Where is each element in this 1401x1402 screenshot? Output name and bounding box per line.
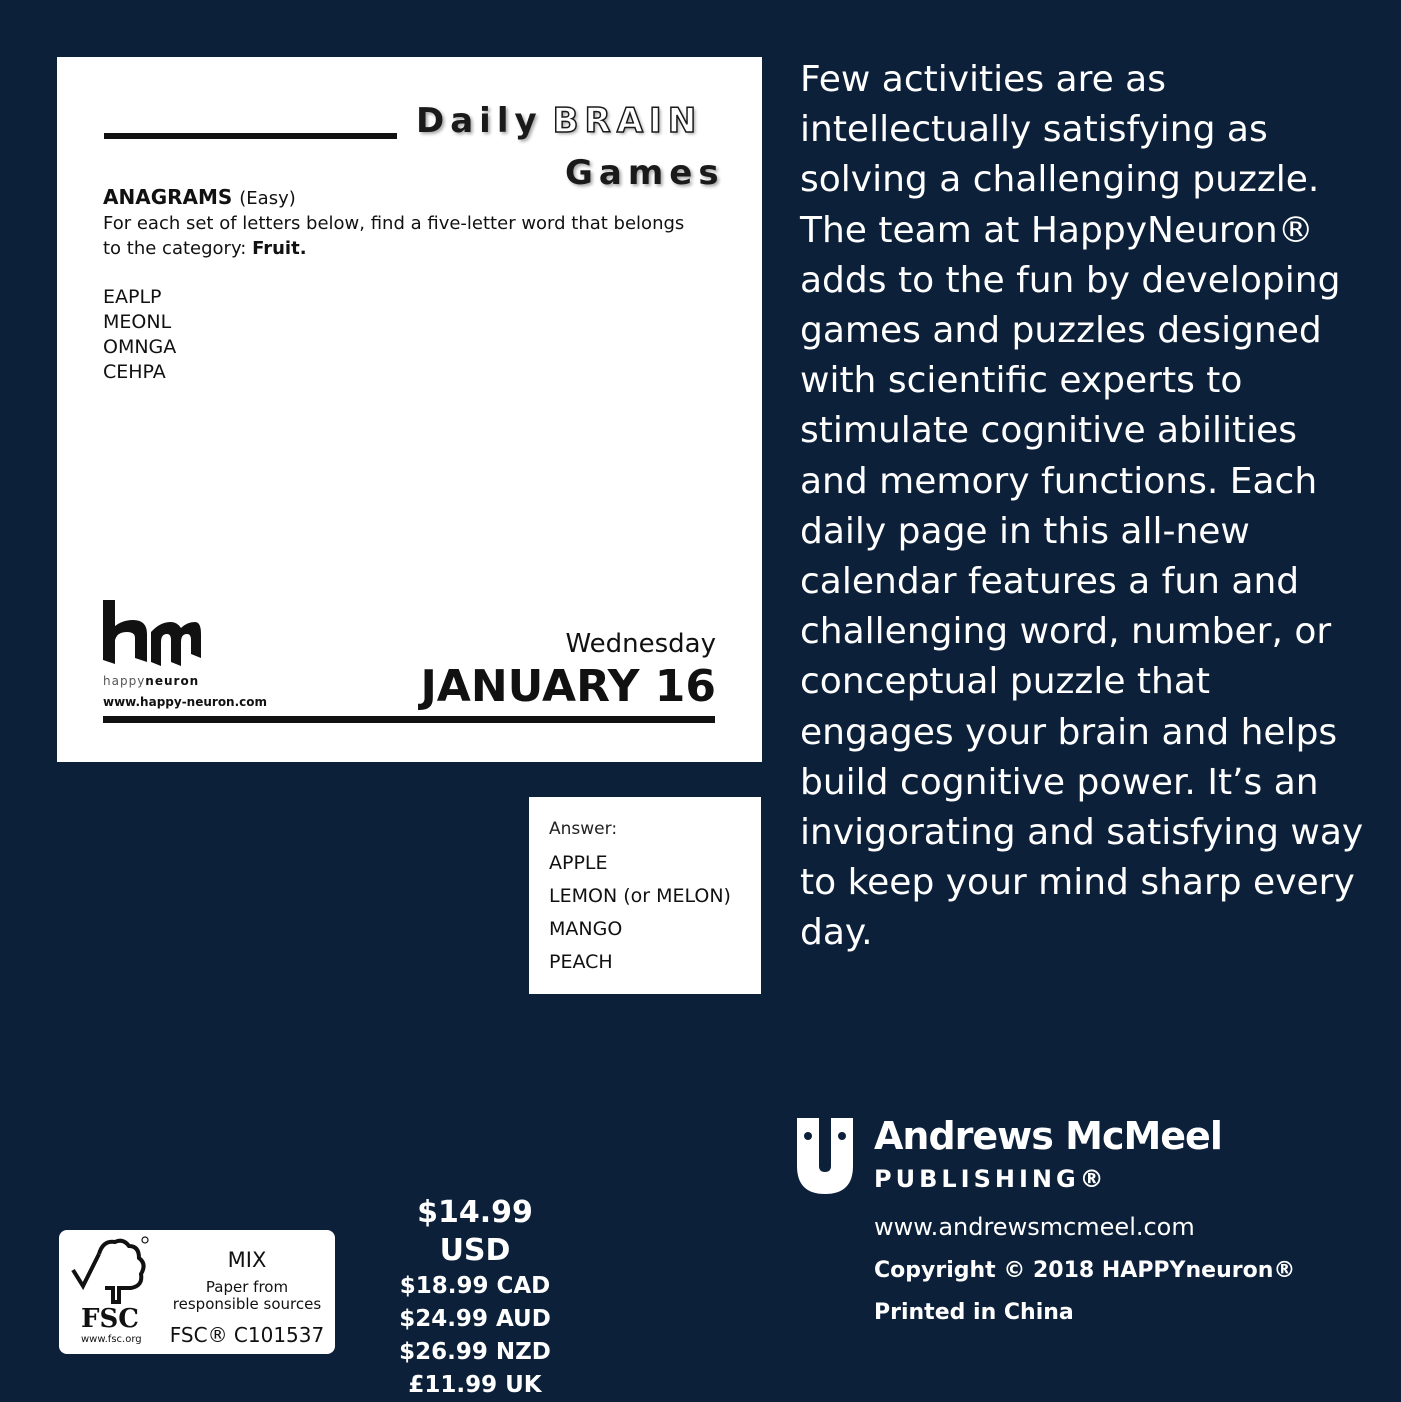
fsc-code: FSC® C101537 [169,1323,325,1347]
calendar-page-card [57,57,762,762]
publisher-url: www.andrewsmcmeel.com [874,1213,1195,1241]
answer-item: APPLE [549,852,608,874]
price-cad: $18.99 CAD [399,1273,551,1299]
title-daily-brain [416,101,702,141]
answer-item: MANGO [549,918,623,940]
puzzle-name: ANAGRAMS [103,185,233,209]
copyright: Copyright © 2018 HAPPYneuron® [874,1258,1296,1283]
happyneuron-url: www.happy-neuron.com [103,695,268,709]
puzzle-heading [103,185,296,209]
title-brain: BRAIN [552,101,703,141]
fsc-mark: FSC [81,1304,139,1334]
price-usd: $14.99 USD [417,1195,533,1268]
calendar-date: JANUARY 16 [420,661,716,712]
fsc-label [59,1230,335,1354]
fsc-paper-text [159,1279,335,1313]
logo-text-bold: neuron [145,674,200,688]
answer-item: PEACH [549,951,613,973]
publisher-sub: PUBLISHING® [874,1165,1108,1193]
title-games: Games [565,153,725,193]
fsc-url: www.fsc.org [81,1334,142,1345]
happyneuron-logo-icon [103,600,203,670]
letter-set: MEONL [103,311,172,333]
category-text: Fruit. [252,238,307,259]
product-description: Few activities are as intellectually satisfying as solving a challenging puzzle. The team at HappyNeuron® adds to the fun by developing games and puzzles designed with scientific experts to stimulate cognitive abilities and memory functions. Each daily page in this all-new calendar features a fun and challenging word, number, or conceptual puzzle that engages your brain and helps build cognitive power. It’s an invigorating and satisfying way to keep your mind sharp every day. [800,59,1364,954]
price-block [380,1194,570,1402]
fsc-paper-line: Paper from [205,1278,289,1296]
letter-set: OMNGA [103,336,177,358]
title-daily: Daily [416,101,543,141]
price-aud: $24.99 AUD [399,1306,551,1332]
puzzle-instructions [103,211,703,261]
answer-list [549,847,731,979]
instructions-text: For each set of letters below, find a five-letter word that belongs to the category: [103,213,685,259]
answer-label: Answer: [549,819,618,839]
fsc-paper-line: responsible sources [172,1295,322,1313]
answer-card [529,797,761,994]
footer-rule [103,716,715,723]
letter-set: CEHPA [103,361,166,383]
letter-sets [103,285,176,385]
printed-in: Printed in China [874,1300,1074,1325]
puzzle-level: (Easy) [239,188,296,209]
andrews-mcmeel-logo-icon [797,1118,853,1194]
logo-text-light: happy [103,674,146,688]
price-nzd: $26.99 NZD [399,1339,551,1365]
publisher-name: Andrews McMeel [874,1114,1222,1158]
answer-item: LEMON (or MELON) [549,885,731,907]
logo-wordmark [103,674,199,688]
weekday: Wednesday [565,629,716,659]
price-uk: £11.99 UK [408,1372,542,1398]
header-rule [104,133,397,139]
letter-set: EAPLP [103,286,162,308]
fsc-mix: MIX [227,1248,267,1272]
